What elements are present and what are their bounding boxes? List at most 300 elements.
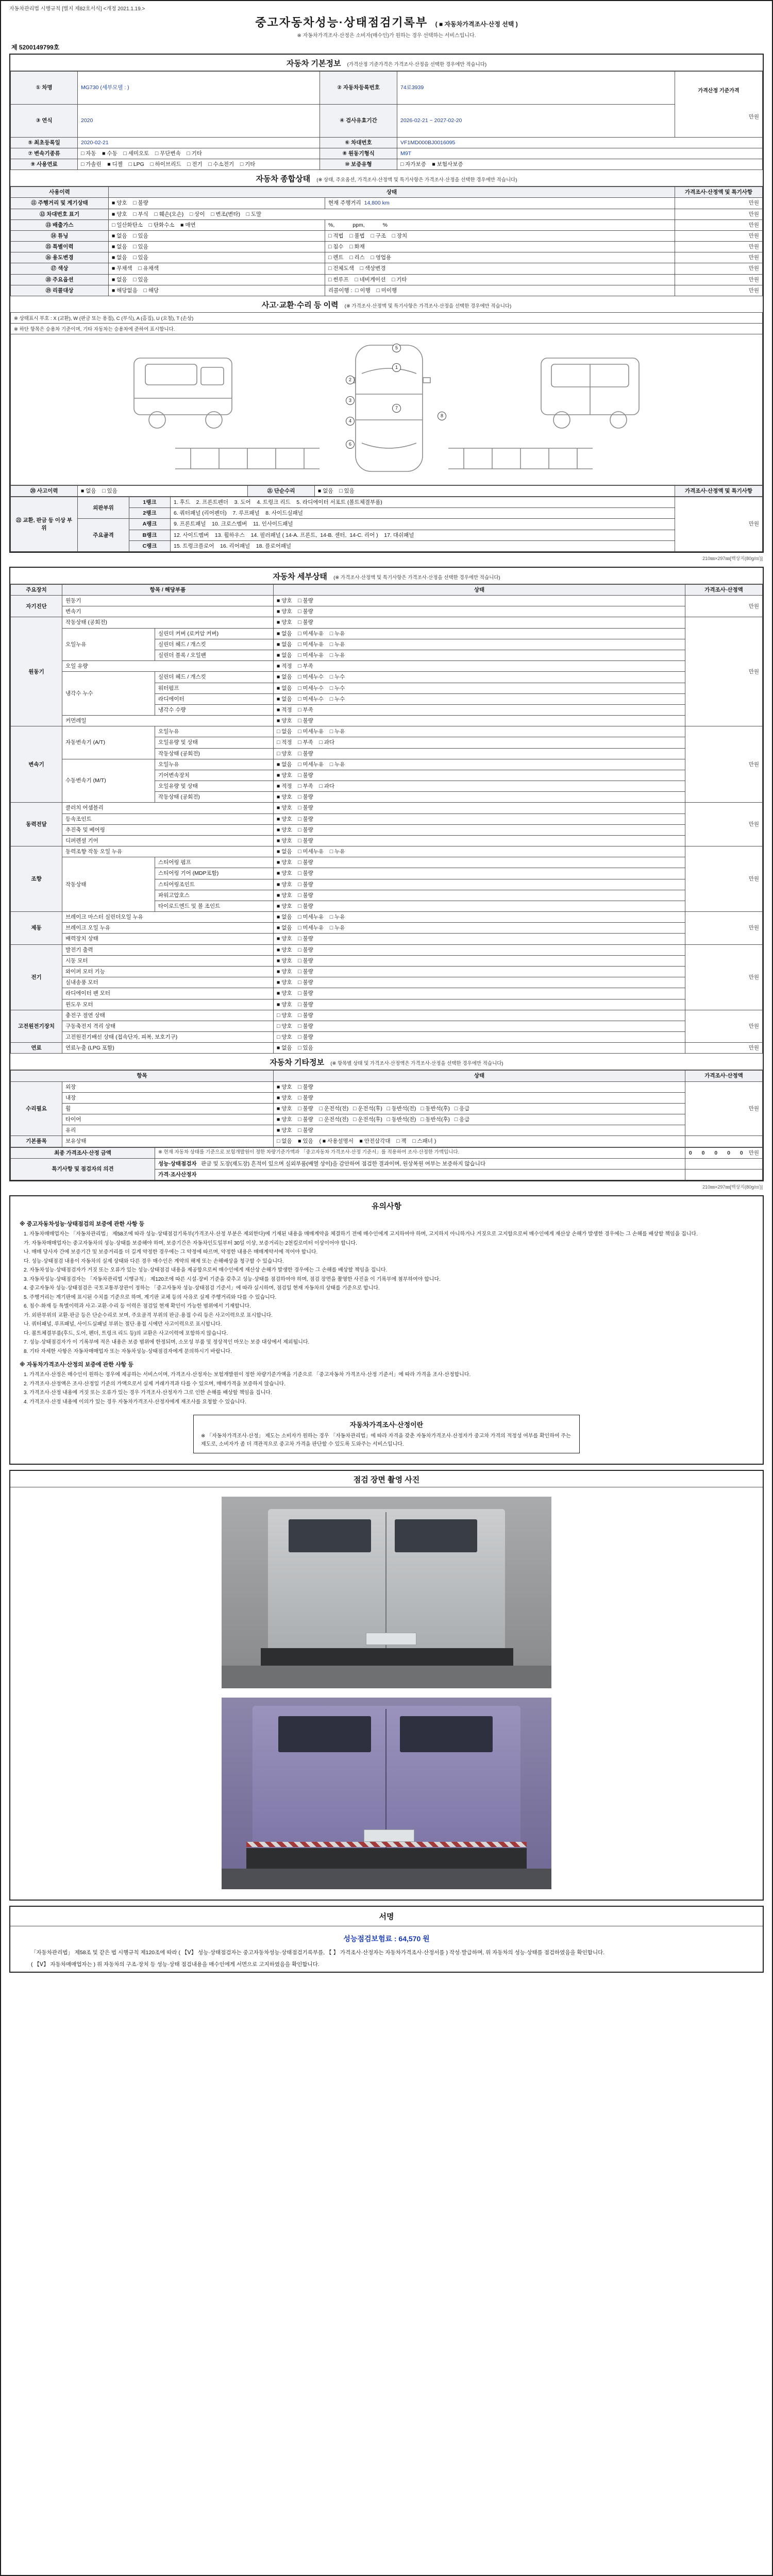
item-label: 작동상태 (공회전) [62, 617, 274, 628]
price-base-label: 가격산정 기준가격 [698, 88, 740, 94]
checkbox-group-state: ■ 양호 □ 불량 [274, 879, 685, 890]
item-label: 수동변속기 (M/T) [62, 759, 155, 803]
row-label: ⑱ 주요옵션 [11, 274, 109, 285]
table-row [11, 912, 763, 923]
checkbox-group-state [274, 1114, 685, 1125]
rank-name: A랭크 [129, 519, 171, 530]
notice-section [9, 1195, 764, 1465]
column-header: 가격조사·산정액 및 특기사항 [675, 485, 763, 496]
checkbox-group-state: ■ 없음 □ 미세누수 □ 누수 [274, 683, 685, 693]
state-code-legend: ※ 상태표시 부호 : X (교환), W (판금 또는 용접), C (부식), A (흠집), U (요철), T (손상) [10, 313, 763, 324]
block-basic-overall-accident [9, 54, 764, 553]
item-label: 커먼레일 [62, 716, 274, 726]
table-row [11, 209, 763, 219]
subitem-label: 작동상태 (공회전) [155, 748, 274, 759]
title-note: ※ 자동차가격조사·산정은 소비자(매수인)가 원하는 경우 선택하는 서비스입니다. [297, 33, 476, 39]
signature-paragraph: 「자동차관리법」 제58조 및 같은 법 시행규칙 제120조에 따라 ( 【Ⅴ】 성능·상태점검자는 중고자동차성능·상태점검기록부를, 【 】 가격조사·산정자는 자동차가격조사·산정서를 ) 작성·발급하며, 위 자동차의 성능·상태를 점검하였음을 확인합니다. [31, 1950, 605, 1956]
row-label: ⑮ 특별이력 [11, 242, 109, 252]
checkbox-group-state: ■ 양호 □ 불량 [109, 198, 325, 209]
checkbox-group-state: ■ 적정 □ 부족 [274, 661, 685, 672]
item-label: 고전원전기배선 상태 (접속단자, 피복, 보호기구) [62, 1032, 274, 1043]
table-row [11, 835, 763, 846]
license-plate [366, 1633, 416, 1645]
checkbox-group-state: ■ 양호 □ 불량 [274, 999, 685, 1010]
checkbox-group-state: ■ 적정 □ 부족 □ 과다 [274, 781, 685, 792]
accident-title-subtext: (※ 가격조사·산정액 및 특기사항은 가격조사·산정을 선택한 경우에만 적습니다) [344, 303, 512, 309]
column-header: 사용이력 [11, 187, 109, 198]
price-cell: 만원 [685, 726, 763, 803]
row-extra: □ 침수 □ 화재 [325, 242, 675, 252]
table-row [11, 274, 763, 285]
checkbox-group-state: ■ 양호 □ 불량 [274, 770, 685, 781]
rank-items: 12. 사이드멤버 13. 휠하우스 14. 필러패널 ( 14-A. 프론트, 14-B. 센터, 14-C. 리어 ) 17. 대쉬패널 [171, 530, 675, 540]
rank-items: 1. 후드 2. 프론트펜더 3. 도어 4. 트렁크 리드 5. 라디에이터 서포트 (볼트체결부품) [171, 497, 675, 508]
rank-name: 2랭크 [129, 508, 171, 519]
table-row [11, 1010, 763, 1021]
column-header: 항목 / 해당부품 [62, 584, 274, 595]
checkbox-group-state [274, 1136, 685, 1147]
price-cell: 만원 [675, 285, 763, 296]
diagram-mark: 1 [392, 363, 401, 372]
field-label: ⑤ 최초등록일 [11, 137, 78, 148]
row-extra: □ 썬루프 □ 네비게이션 □ 기타 [325, 274, 675, 285]
row-label: ㉑ 단순수리 [248, 485, 315, 496]
device-group: 고전원전기장치 [11, 1010, 62, 1043]
state-text: ■ 양호 □ 불량 [277, 1116, 313, 1123]
subitem-label: 오일누유 [155, 759, 274, 770]
van-rear-window-right [395, 1519, 477, 1552]
overall-title-text: 자동차 종합상태 [256, 175, 311, 184]
table-row [11, 1114, 763, 1125]
column-header: 가격조사·산정액 및 특기사항 [675, 187, 763, 198]
subitem-label: 오일누유 [155, 726, 274, 737]
accident-title-text: 사고·교환·수리 등 이력 [261, 300, 339, 310]
notice-line: 3. 가격조사·산정 내용에 거짓 또는 오류가 있는 경우 가격조사·산정자가 그로 인한 손해를 배상할 책임을 집니다. [24, 1390, 272, 1396]
van-rear-window-left [278, 1716, 371, 1752]
price-cell [685, 1158, 763, 1169]
table-row [11, 497, 763, 508]
inspection-photo-2 [222, 1698, 551, 1889]
signature-title: 서명 [10, 1907, 763, 1926]
notice-line: 4. 가격조사·산정 내용에 이의가 있는 경우 자동차가격조사·산정자에게 재조사를 요청할 수 있습니다. [24, 1399, 246, 1405]
checkbox-group-state: ■ 양호 □ 부식 □ 훼손(오손) □ 상이 □ 변조(변타) □ 도말 [109, 209, 675, 219]
checkbox-group-fuel: □ 가솔린 ■ 디젤 □ LPG □ 하이브리드 □ 전기 □ 수소전기 □ 기타 [78, 159, 320, 170]
extra-value-mileage: 14,800 km [364, 200, 390, 207]
checkbox-group-state: ■ 양호 □ 불량 [274, 1081, 685, 1092]
column-header: 항목 [11, 1071, 274, 1081]
checkbox-group-state: ■ 양호 □ 불량 [274, 1092, 685, 1103]
table-row [11, 955, 763, 966]
table-row [11, 716, 763, 726]
table-row [11, 198, 763, 209]
rank-group: 외판부위 [78, 497, 129, 519]
signature-section [9, 1906, 764, 1973]
checkbox-group-state: □ 없음 □ 미세누유 □ 누유 [274, 726, 685, 737]
item-label: 동력조향 작동 오일 누유 [62, 846, 274, 857]
column-header: 주요장치 [11, 584, 62, 595]
table-row [11, 726, 763, 737]
state-extra: □ 운전석(전) □ 운전석(후) □ 동반석(전) □ 동반석(후) □ 응급 [319, 1105, 470, 1112]
table-row [11, 519, 763, 530]
checkbox-group-state: ■ 없음 □ 미세누유 □ 누유 [274, 912, 685, 923]
notice-title: 유의사항 [372, 1202, 401, 1211]
item-label: 원동기 [62, 596, 274, 606]
checkbox-group-state: ■ 양호 □ 불량 [274, 606, 685, 617]
exchange-rank-table [10, 497, 763, 552]
table-row [11, 1032, 763, 1043]
checkbox-group-simple-repair: ■ 없음 □ 있음 [315, 485, 675, 496]
subitem-label: 작동상태 (공회전) [155, 792, 274, 803]
item-label: 배력장치 상태 [62, 934, 274, 944]
subitem-label: 오일유량 및 상태 [155, 781, 274, 792]
checkbox-group-state: ■ 양호 □ 불량 [274, 803, 685, 814]
table-row [11, 966, 763, 977]
accident-history-table [10, 485, 763, 497]
row-label: ⑭ 튜닝 [11, 230, 109, 241]
checkbox-group-state: ■ 없음 □ 미세누유 □ 누유 [274, 923, 685, 934]
table-row [11, 923, 763, 934]
checkbox-group-state: ■ 무채색 □ 유채색 [109, 263, 325, 274]
checkbox-group-state: ■ 양호 □ 불량 [274, 835, 685, 846]
row-extra: 리콜이행 : □ 이행 □ 미이행 [325, 285, 675, 296]
subitem-label: 타이로드엔드 및 볼 조인트 [155, 901, 274, 911]
van-bumper [246, 1848, 527, 1869]
table-row [11, 1043, 763, 1054]
field-label: ④ 검사유효기간 [320, 104, 397, 137]
price-cell: 만원 [675, 219, 763, 230]
table-row [11, 857, 763, 868]
item-label: 윈도우 모터 [62, 999, 274, 1010]
table-row [11, 1081, 763, 1092]
field-label: ② 자동차등록번호 [320, 72, 397, 105]
price-cell: 만원 [675, 209, 763, 219]
reflective-stripe [246, 1842, 527, 1847]
notice-line: 2. 가격조사·산정액은 조사·산정일 기준의 가액으로서 실제 거래가격과 다를 수 있으며, 매매가격을 보증하지 않습니다. [24, 1381, 285, 1387]
row-label: ⑫ 차대번호 표기 [11, 209, 109, 219]
subitem-label: 워터펌프 [155, 683, 274, 693]
checkbox-group-state: ■ 없음 □ 있음 [109, 274, 325, 285]
price-cell: 만원 [675, 274, 763, 285]
rank-items: 9. 프론트패널 10. 크로스멤버 11. 인사이드패널 [171, 519, 675, 530]
diagram-mark: 7 [392, 404, 401, 413]
diagram-mark: 8 [438, 412, 446, 420]
notice-line: 7. 성능·상태점검자가 이 기록부에 적은 내용은 보증 범위에 한정되며, 소모성 부품 및 정상적인 마모는 보증 대상에서 제외됩니다. [24, 1340, 310, 1346]
device-group: 변속기 [11, 726, 62, 803]
field-label: ① 차명 [11, 72, 78, 105]
subitem-label: 실린더 블록 / 오일팬 [155, 650, 274, 661]
field-label: ⑥ 차대번호 [320, 137, 397, 148]
field-value-plate-number: 74로3939 [397, 72, 675, 105]
car-diagram-area [10, 334, 763, 485]
etc-section-title [10, 1054, 763, 1070]
notice-line: 6. 침수·화재 등 특별이력과 사고·교환·수리 등 이력은 점검일 현재 확인이 가능한 범위에서 기재합니다. [24, 1303, 251, 1310]
info-box-text: ※ 「자동차가격조사·산정」 제도는 소비자가 원하는 경우 「자동차관리법」에 따라 자격을 갖춘 자동차가격조사·산정자가 중고차 가격의 적정성 여부를 확인하여 주는 제도로, 소비자가 좀 더 객관적으로 중고차 가격을 판단할 수 있도록 도와주는 서비스입니다. [201, 1433, 571, 1448]
price-cell: 만원 [685, 1010, 763, 1043]
table-row [11, 803, 763, 814]
price-cell: 만원 [675, 497, 763, 552]
etc-title-subtext: (※ 항목별 상태 및 가격조사·산정액은 가격조사·산정을 선택한 경우에만 적습니다) [330, 1061, 503, 1067]
notice-subheading: ※ 자동차가격조사·산정의 보증에 관한 사항 등 [20, 1362, 133, 1368]
field-value-inspection-period: 2026-02-21 ~ 2027-02-20 [397, 104, 675, 137]
state-text: □ 없음 ■ 있음 [277, 1138, 313, 1145]
checkbox-group-state: ■ 없음 □ 미세누유 □ 누유 [274, 639, 685, 650]
extra-label: □ 구조 □ 장치 [371, 232, 408, 239]
rank-name: 1랭크 [129, 497, 171, 508]
checkbox-group-state: ■ 양호 □ 불량 [274, 977, 685, 988]
checkbox-group-state: ■ 없음 □ 있음 [274, 1043, 685, 1054]
etc-group: 수리필요 [11, 1081, 62, 1136]
field-label: ⑧ 원동기형식 [320, 148, 397, 159]
exchange-label: ㉒ 교환, 판금 등 이상 부위 [11, 497, 78, 552]
form-reference: 자동차관리법 시행규칙 [별지 제82호서식] <개정 2021.1.19.> [9, 6, 145, 12]
price-cell: 만원 [675, 242, 763, 252]
item-label: 작동상태 [62, 857, 155, 912]
notice-line: 8. 기타 자세한 사항은 자동차매매업자 또는 자동차성능·상태점검자에게 문의하시기 바랍니다. [24, 1348, 232, 1354]
checkbox-group-state: ■ 양호 □ 불량 [274, 868, 685, 879]
field-label: ⑩ 보증유형 [320, 159, 397, 170]
notice-line: 나. 쿼터패널, 루프패널, 사이드실패널 부위는 절단·용접 시에만 사고이력으로 표시합니다. [24, 1321, 222, 1328]
diagram-note-legend: ※ 하단 항목은 승용차 기준이며, 기타 자동차는 승용차에 준하여 표시합니다. [10, 324, 763, 334]
overall-section-title [10, 170, 763, 187]
detail-title-subtext: (※ 가격조사·산정액 및 특기사항은 가격조사·산정을 선택한 경우에만 적습니다) [333, 574, 500, 581]
checkbox-group-state: □ 양호 □ 불량 [274, 1032, 685, 1043]
checkbox-group-state: ■ 양호 □ 불량 [274, 596, 685, 606]
item-label: 냉각수 누수 [62, 672, 155, 716]
item-label: 클러치 어셈블리 [62, 803, 274, 814]
subitem-label: 실린더 헤드 / 개스킷 [155, 672, 274, 683]
subitem-label: 파워고압호스 [155, 890, 274, 901]
row-extra: □ 전체도색 □ 색상변경 [325, 263, 675, 274]
price-cell: 만원 [685, 1081, 763, 1136]
checkbox-group-state: ■ 해당없음 □ 해당 [109, 285, 325, 296]
price-cell: 만원 [685, 596, 763, 617]
table-row [11, 934, 763, 944]
subitem-label: 스티어링 펌프 [155, 857, 274, 868]
diagram-mark: 5 [392, 344, 401, 352]
etc-info-table [10, 1070, 763, 1147]
notice-line: 가. 외판부위의 교환·판금 등은 단순수리로 보며, 주요골격 부위의 판금·용접 수리 등은 사고이력으로 표시합니다. [24, 1312, 273, 1318]
page-title-sub: ( ■ 자동차가격조사·산정 선택 ) [435, 21, 518, 28]
overall-title-subtext: (※ 상태, 주요옵션, 가격조사·산정액 및 특기사항은 가격조사·산정을 선택한 경우에만 적습니다) [316, 177, 517, 183]
van-bumper [261, 1648, 513, 1666]
van-rear-window-left [289, 1519, 371, 1552]
price-cell: 만원 [685, 944, 763, 1010]
extra-label: □ 적법 □ 불법 [328, 232, 365, 239]
paper-spec-note: 210㎜×297㎜[백상지(80g/㎡)] [702, 1184, 763, 1190]
item-label: 실내송풍 모터 [62, 977, 274, 988]
price-cell [685, 1136, 763, 1147]
checkbox-group-state: ■ 양호 □ 불량 [274, 890, 685, 901]
subitem-label: 실린더 커버 (로커암 커버) [155, 628, 274, 639]
item-label: 구동축전지 격리 상태 [62, 1021, 274, 1031]
table-row [11, 824, 763, 835]
photo-title-text: 점검 장면 촬영 사진 [353, 1476, 420, 1485]
final-price-label: 최종 가격조사·산정 금액 [11, 1147, 155, 1158]
checkbox-group-state: □ 양호 □ 불량 [274, 748, 685, 759]
table-row [11, 1136, 763, 1147]
notice-line: 1. 자동차매매업자는 「자동차관리법」 제58조에 따라 성능·상태점검기록부(가격조사·산정 부분은 제외한다)에 기재된 내용을 매매계약을 체결하기 전에 매수인에게 고지하여야 하며, 고지하지 아니하거나 거짓으로 고지함으로써 매수인에게 재산상 손해가 발생한 경우에는 그 손해를 배상할 책임을 집니다. [24, 1231, 698, 1238]
checkbox-group-state: ■ 양호 □ 불량 [274, 617, 685, 628]
van-rear-window-right [400, 1716, 493, 1752]
item-label: 내장 [62, 1092, 274, 1103]
checkbox-group-transmission: □ 자동 ■ 수동 □ 세미오토 □ 무단변속 □ 기타 [78, 148, 320, 159]
table-row [11, 988, 763, 999]
checkbox-group-state: □ 일산화탄소 □ 탄화수소 ■ 매연 [109, 219, 325, 230]
item-label: 브레이크 마스터 실린더오일 누유 [62, 912, 274, 923]
field-label: ⑦ 변속기종류 [11, 148, 78, 159]
table-row [11, 977, 763, 988]
checkbox-group-state: ■ 없음 □ 미세누수 □ 누수 [274, 693, 685, 704]
price-base-box [675, 72, 763, 138]
price-cell [685, 1169, 763, 1180]
field-label: ③ 연식 [11, 104, 78, 137]
item-label: 오일누유 [62, 628, 155, 661]
item-label: 보유상태 [62, 1136, 274, 1147]
notice-line: 나. 매매 당사자 간에 보증기간 및 보증거리를 더 길게 약정한 경우에는 그 약정에 따르며, 약정한 내용은 매매계약서에 적어야 합니다. [24, 1249, 318, 1256]
inspection-insurance-fee: 성능점검보험료 : 64,570 원 [343, 1935, 430, 1943]
item-label: 시동 모터 [62, 955, 274, 966]
table-row [11, 1021, 763, 1031]
page-title: 중고자동차성능·상태점검기록부 [255, 16, 428, 29]
item-label: 휠 [62, 1103, 274, 1114]
row-extra: %, ppm, % [325, 219, 675, 230]
row-extra: □ 렌트 □ 리스 □ 영업용 [325, 252, 675, 263]
detail-section-title [10, 568, 763, 584]
checkbox-group-state: ■ 양호 □ 불량 [274, 814, 685, 824]
checkbox-group-state: ■ 양호 □ 불량 [274, 792, 685, 803]
row-label: ⑬ 배출가스 [11, 219, 109, 230]
table-row [11, 846, 763, 857]
checkbox-group-state: ■ 없음 □ 있음 [109, 252, 325, 263]
checkbox-group-state: ■ 양호 □ 불량 [274, 944, 685, 955]
document-header [9, 14, 764, 30]
item-label: 추진축 및 베어링 [62, 824, 274, 835]
field-value-engine-type: M9T [397, 148, 763, 159]
price-cell: 만원 [685, 617, 763, 726]
notice-line: 2. 자동차성능·상태점검자가 거짓 또는 오류가 있는 성능·상태점검 내용을 제공함으로써 매수인에게 재산상 손해가 발생한 경우에는 그 손해를 배상할 책임을 집니다. [24, 1267, 388, 1274]
price-cell: 만원 [675, 263, 763, 274]
van-door-seam [385, 1512, 386, 1651]
notice-line: 1. 가격조사·산정은 매수인이 원하는 경우에 제공하는 서비스이며, 가격조사·산정자는 보험개발원이 정한 차량기준가액을 기준으로 「중고자동차 가격조사·산정 기준서」에 따라 가격을 조사·산정합니다. [24, 1372, 471, 1378]
table-row [11, 999, 763, 1010]
item-label: 등속조인트 [62, 814, 274, 824]
opinion-who: 가격·조사산정자 [158, 1171, 197, 1178]
table-row [11, 242, 763, 252]
row-label: ⑳ 사고이력 [11, 485, 78, 496]
subitem-label: 오일유량 및 상태 [155, 737, 274, 748]
column-header: 상태 [274, 584, 685, 595]
car-diagram [113, 337, 660, 482]
table-row [11, 617, 763, 628]
table-row [11, 759, 763, 770]
rank-name: C랭크 [129, 540, 171, 551]
opinion-label: 특기사항 및 점검자의 의견 [11, 1158, 155, 1180]
table-row [11, 596, 763, 606]
field-value-car-name: MG730 (세부모델 : ) [78, 72, 320, 105]
price-cell: 만원 [675, 230, 763, 241]
rank-name: B랭크 [129, 530, 171, 540]
item-label: 발전기 출력 [62, 944, 274, 955]
diagram-mark: 4 [346, 417, 355, 426]
price-cell: 만원 [675, 252, 763, 263]
subitem-label: 냉각수 수량 [155, 704, 274, 715]
table-row [11, 230, 763, 241]
basic-info-table [10, 71, 763, 170]
price-cell: 만원 [675, 198, 763, 209]
row-label: ⑲ 리콜대상 [11, 285, 109, 296]
checkbox-group-warranty-type: □ 자가보증 ■ 보험사보증 [397, 159, 763, 170]
checkbox-group-state: ■ 없음 □ 미세누유 □ 누유 [274, 759, 685, 770]
state-extra: ( ■ 사용설명서 ■ 안전삼각대 □ 잭 □ 스패너 ) [319, 1138, 436, 1145]
diagram-mark: 6 [346, 440, 355, 449]
checkbox-group-state: ■ 없음 □ 미세누수 □ 누수 [274, 672, 685, 683]
notice-line: 가. 자동차매매업자는 중고자동차의 성능·상태를 보증해야 하며, 보증기간은 자동차인도일부터 30일 이상, 보증거리는 2천킬로미터 이상이어야 합니다. [24, 1240, 357, 1246]
device-group: 제동 [11, 912, 62, 945]
table-row [11, 628, 763, 639]
item-label: 브레이크 오일 누유 [62, 923, 274, 934]
checkbox-group-state: ■ 없음 □ 있음 [109, 242, 325, 252]
table-row [11, 672, 763, 683]
price-base-unit: 만원 [748, 114, 759, 121]
checkbox-group-state: □ 적정 □ 부족 □ 과다 [274, 737, 685, 748]
notice-line: 다. 성능·상태점검 내용이 자동차의 실제 상태와 다른 경우 매수인은 계약의 해제 또는 손해배상을 청구할 수 있습니다. [24, 1258, 284, 1264]
checkbox-group-state: ■ 없음 □ 있음 [109, 230, 325, 241]
state-extra: □ 운전석(전) □ 운전석(후) □ 동반석(전) □ 동반석(후) □ 응급 [319, 1116, 470, 1123]
item-label: 라디에이터 팬 모터 [62, 988, 274, 999]
item-label: 외장 [62, 1081, 274, 1092]
table-row [11, 219, 763, 230]
device-group: 조향 [11, 846, 62, 912]
device-group: 자기진단 [11, 596, 62, 617]
field-value-first-registration: 2020-02-21 [78, 137, 320, 148]
license-plate [364, 1829, 414, 1842]
amount-unit: 만원 [748, 1149, 759, 1156]
notice-line: 다. 볼트체결부품(후드, 도어, 펜더, 트렁크 리드 등)의 교환은 사고이력에 포함하지 않습니다. [24, 1330, 228, 1336]
checkbox-group-state: ■ 없음 □ 미세누유 □ 누유 [274, 628, 685, 639]
table-row [11, 944, 763, 955]
info-box-title: 자동차가격조사·산정이란 [349, 1421, 424, 1429]
final-price-table [10, 1147, 763, 1181]
checkbox-group-state: ■ 양호 □ 불량 [274, 988, 685, 999]
table-row [11, 263, 763, 274]
detail-title-text: 자동차 세부상태 [273, 572, 327, 581]
checkbox-group-accident: ■ 없음 □ 있음 [78, 485, 248, 496]
table-row [11, 252, 763, 263]
rank-items: 6. 쿼터패널 (리어펜더) 7. 루프패널 8. 사이드실패널 [171, 508, 675, 519]
item-label: 와이퍼 모터 기능 [62, 966, 274, 977]
device-group: 전기 [11, 944, 62, 1010]
notice-line: 4. 중고자동차 성능·상태점검은 국토교통부장관이 정하는 「중고자동차 성능·상태점검 기준서」에 따라 실시하며, 점검일 현재 자동차의 상태를 기준으로 합니다. [24, 1285, 380, 1292]
opinion-who: 성능·상태점검자 [158, 1160, 197, 1167]
subitem-label: 실린더 헤드 / 개스킷 [155, 639, 274, 650]
detail-condition-table [10, 584, 763, 1054]
ground [222, 1869, 551, 1889]
checkbox-group-state: ■ 양호 □ 불량 [274, 955, 685, 966]
column-header: 상태 [274, 1071, 685, 1081]
final-price-note: ※ 현재 자동차 상태를 기준으로 보험개발원이 정한 차량기준가액과 「중고자동차 가격조사·산정 기준서」를 적용하여 조사·산정한 가액입니다. [155, 1147, 685, 1158]
item-label: 오일 유량 [62, 661, 274, 672]
etc-title-text: 자동차 기타정보 [270, 1058, 325, 1067]
column-header: 가격조사·산정액 [685, 1071, 763, 1081]
device-group: 원동기 [11, 617, 62, 726]
checkbox-group-state: ■ 없음 □ 미세누유 □ 누유 [274, 650, 685, 661]
table-row [11, 1158, 763, 1169]
row-label: ⑰ 색상 [11, 263, 109, 274]
field-value-model-year: 2020 [78, 104, 320, 137]
table-row [11, 1125, 763, 1136]
checkbox-group-state: ■ 없음 □ 미세누유 □ 누유 [274, 846, 685, 857]
etc-group: 기본품목 [11, 1136, 62, 1147]
